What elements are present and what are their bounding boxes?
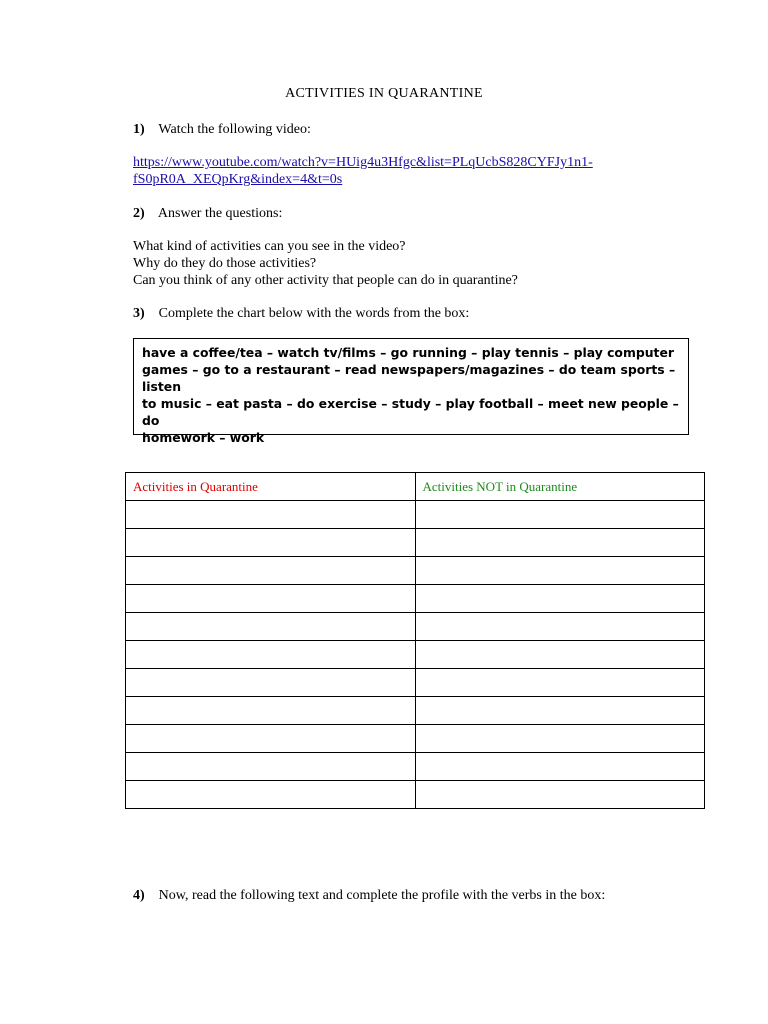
activities-chart — [125, 472, 705, 809]
question-3 — [133, 305, 469, 322]
chart-row — [126, 753, 705, 781]
cell-in-quarantine[interactable] — [126, 585, 416, 613]
cell-in-quarantine[interactable] — [126, 557, 416, 585]
question-2-item: Why do they do those activities? — [133, 256, 317, 271]
page-title: ACTIVITIES IN QUARANTINE — [285, 86, 483, 101]
header-activities-not-in-quarantine: Activities NOT in Quarantine — [415, 473, 705, 501]
cell-not-in-quarantine[interactable] — [415, 669, 705, 697]
question-2-item: What kind of activities can you see in the video? — [133, 239, 406, 254]
chart-row — [126, 669, 705, 697]
chart-row — [126, 641, 705, 669]
chart-row — [126, 725, 705, 753]
question-2-text: Answer the questions: — [157, 206, 283, 221]
question-2-list — [133, 238, 518, 289]
cell-in-quarantine[interactable] — [126, 501, 416, 529]
chart-header-row — [126, 473, 705, 501]
chart-row — [126, 585, 705, 613]
word-box-line: have a coffee/tea – watch tv/films – go running – play tennis – play computer — [142, 345, 674, 360]
chart-row — [126, 697, 705, 725]
cell-not-in-quarantine[interactable] — [415, 725, 705, 753]
cell-in-quarantine[interactable] — [126, 697, 416, 725]
question-1-text: Watch the following video: — [158, 122, 311, 137]
word-box — [133, 338, 689, 445]
chart-row — [126, 557, 705, 585]
question-4-text: Now, read the following text and complete the profile with the verbs in the box: — [158, 888, 606, 903]
cell-in-quarantine[interactable] — [126, 529, 416, 557]
video-link-line-2[interactable]: fS0pR0A_XEQpKrg&index=4&t=0s — [133, 172, 343, 187]
cell-not-in-quarantine[interactable] — [415, 697, 705, 725]
question-2-item: Can you think of any other activity that people can do in quarantine? — [133, 273, 518, 288]
cell-not-in-quarantine[interactable] — [415, 641, 705, 669]
question-4-number: 4) — [133, 888, 145, 903]
cell-in-quarantine[interactable] — [126, 613, 416, 641]
chart-row — [126, 613, 705, 641]
cell-not-in-quarantine[interactable] — [415, 501, 705, 529]
chart-row — [126, 529, 705, 557]
word-box-line: to music – eat pasta – do exercise – study – play football – meet new people – do — [142, 396, 679, 428]
question-4 — [133, 887, 605, 904]
chart-row — [126, 781, 705, 809]
question-1-number: 1) — [133, 122, 145, 137]
cell-not-in-quarantine[interactable] — [415, 557, 705, 585]
question-3-text: Complete the chart below with the words from the box: — [158, 306, 470, 321]
cell-in-quarantine[interactable] — [126, 641, 416, 669]
cell-not-in-quarantine[interactable] — [415, 613, 705, 641]
cell-in-quarantine[interactable] — [126, 669, 416, 697]
question-2 — [133, 205, 282, 222]
video-link-line-1[interactable]: https://www.youtube.com/watch?v=HUig4u3Hfgc&list=PLqUcbS828CYFJy1n1- — [133, 155, 593, 170]
cell-in-quarantine[interactable] — [126, 781, 416, 809]
header-activities-in-quarantine: Activities in Quarantine — [126, 473, 416, 501]
cell-not-in-quarantine[interactable] — [415, 781, 705, 809]
cell-not-in-quarantine[interactable] — [415, 585, 705, 613]
question-1 — [133, 121, 311, 138]
question-3-number: 3) — [133, 306, 145, 321]
question-2-number: 2) — [133, 206, 145, 221]
cell-not-in-quarantine[interactable] — [415, 529, 705, 557]
chart-row — [126, 501, 705, 529]
word-box-line: games – go to a restaurant – read newspapers/magazines – do team sports – listen — [142, 362, 676, 394]
cell-not-in-quarantine[interactable] — [415, 753, 705, 781]
video-link[interactable] — [133, 154, 593, 188]
cell-in-quarantine[interactable] — [126, 753, 416, 781]
word-box-line: homework – work — [142, 430, 265, 445]
cell-in-quarantine[interactable] — [126, 725, 416, 753]
